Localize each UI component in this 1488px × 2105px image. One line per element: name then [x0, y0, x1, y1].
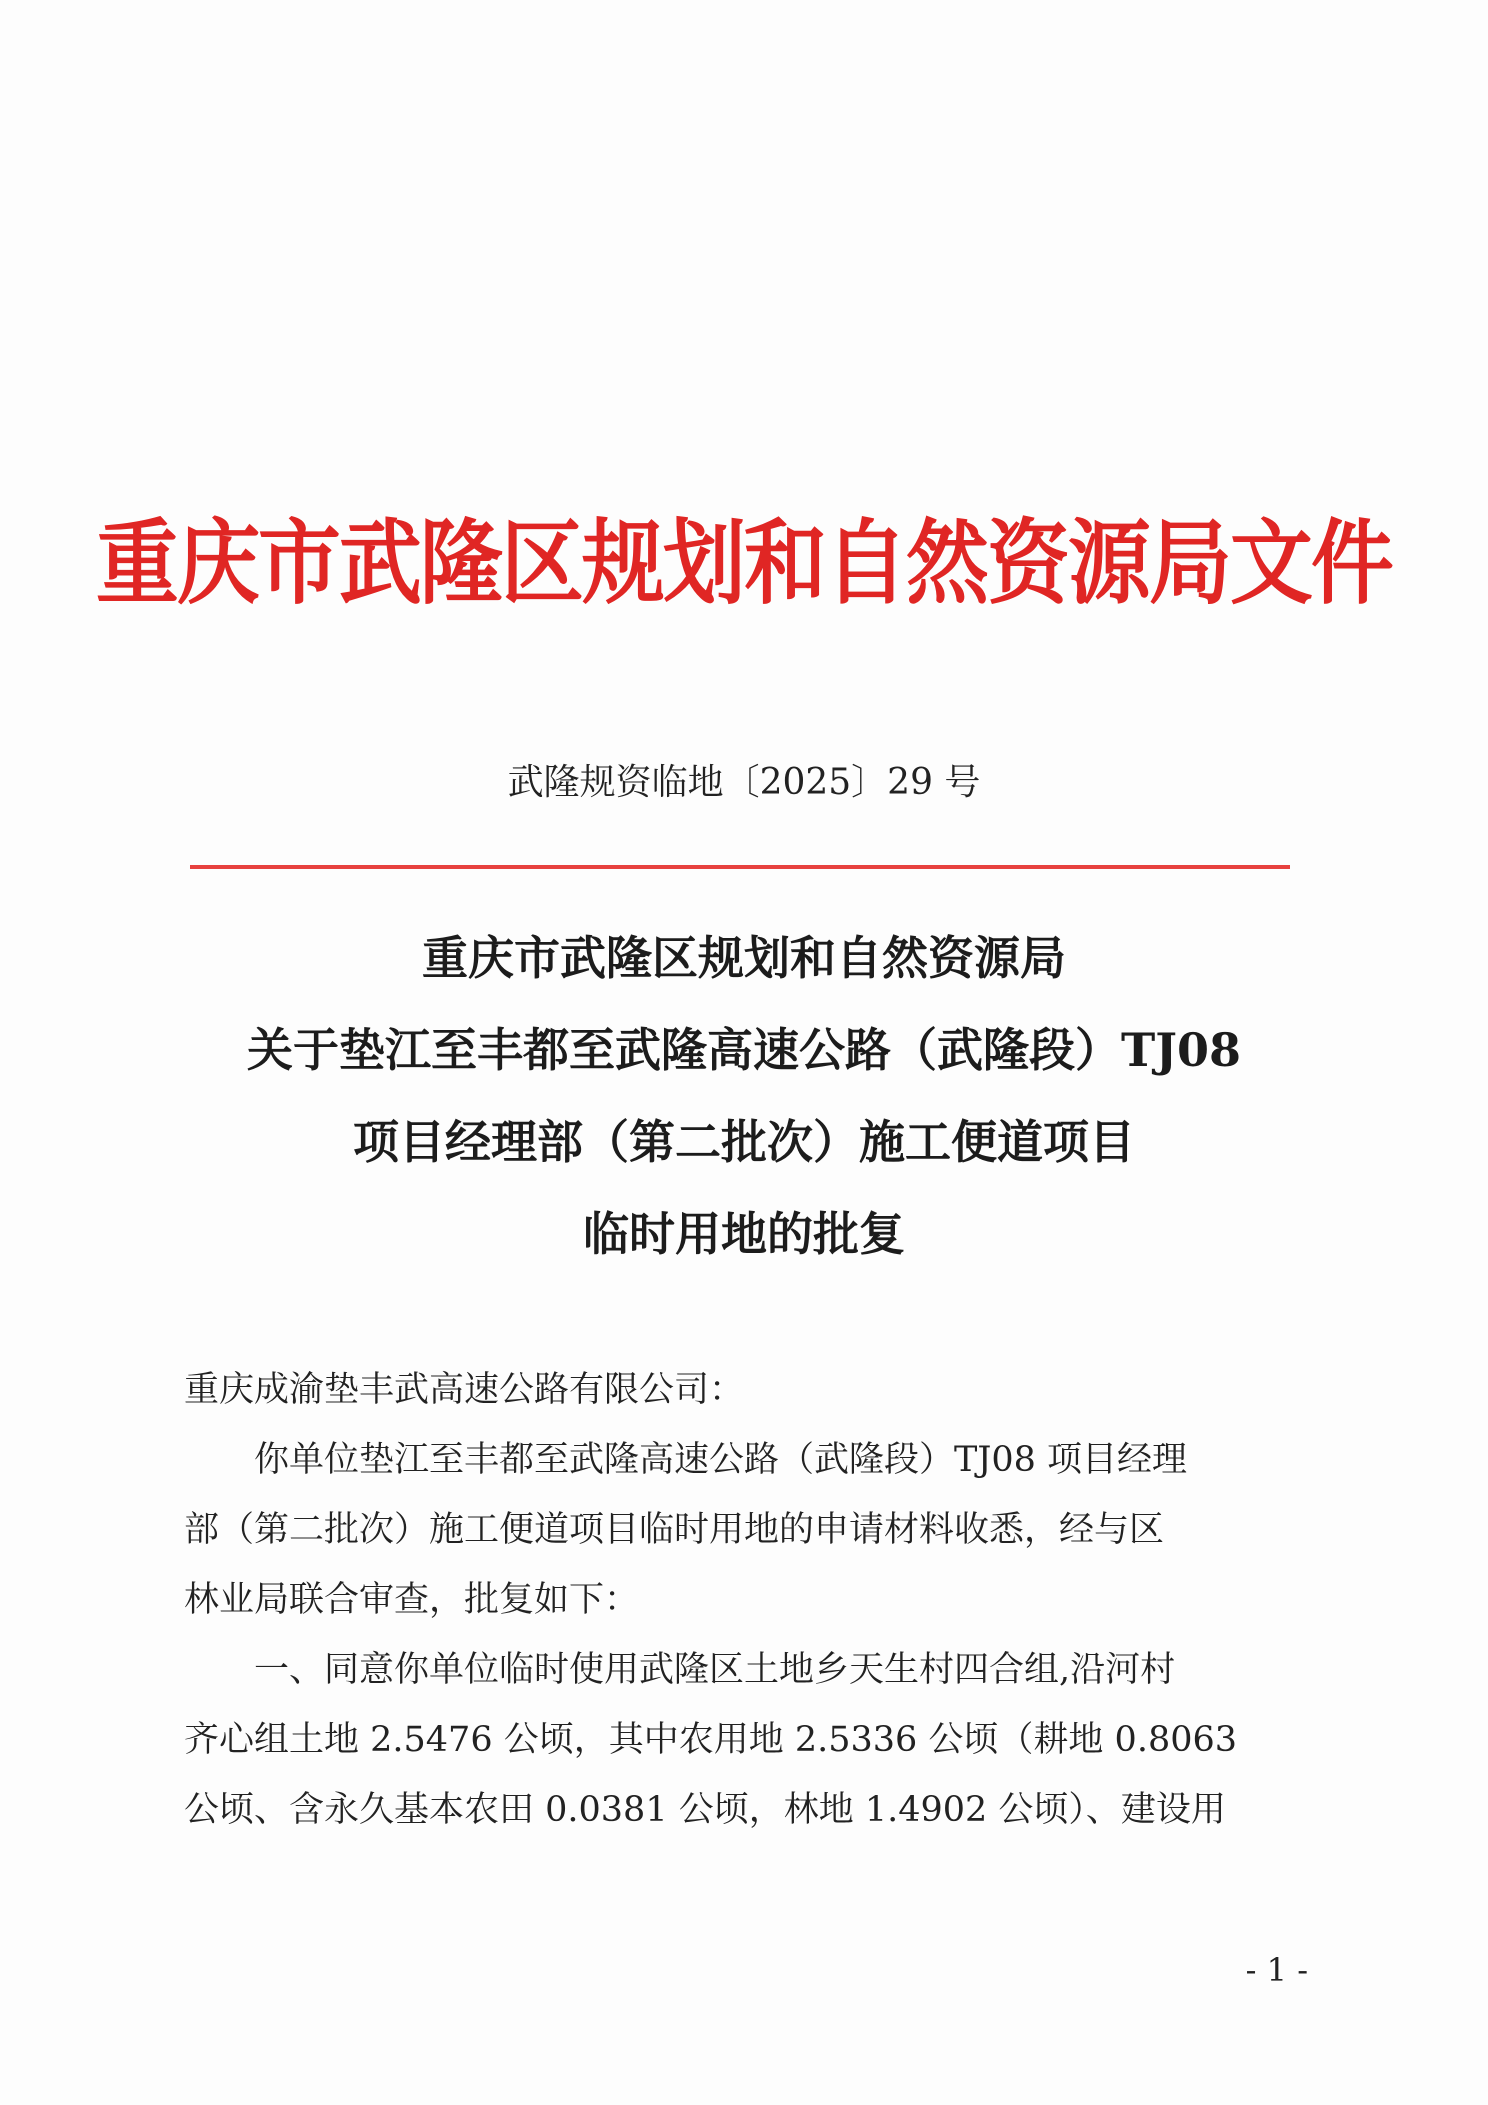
body-line-3: 林业局联合审查，批复如下： [184, 1580, 640, 1620]
document-title-line-3: 项目经理部（第二批次）施工便道项目 [353, 1115, 1135, 1169]
document-number: 武隆规资临地〔2025〕29 号 [507, 762, 981, 803]
addressee: 重庆成渝垫丰武高速公路有限公司： [184, 1370, 745, 1410]
body-line-6: 公顷、含永久基本农田 0.0381 公顷，林地 1.4902 公顷）、建设用 [184, 1790, 1226, 1830]
document-title-line-2: 关于垫江至丰都至武隆高速公路（武隆段）TJ08 [246, 1023, 1241, 1077]
body-line-2: 部（第二批次）施工便道项目临时用地的申请材料收悉，经与区 [184, 1510, 1165, 1550]
page-number: - 1 - [1245, 1951, 1308, 1989]
document-title-line-1: 重庆市武隆区规划和自然资源局 [422, 931, 1066, 985]
document-title-line-4: 临时用地的批复 [583, 1207, 905, 1261]
body-line-5: 齐心组土地 2.5476 公顷，其中农用地 2.5336 公顷（耕地 0.8063 [184, 1720, 1238, 1760]
agency-header-title: 重庆市武隆区规划和自然资源局文件 [95, 509, 1392, 617]
body-line-4: 一、同意你单位临时使用武隆区土地乡天生村四合组,沿河村 [254, 1650, 1176, 1690]
red-divider-rule [190, 865, 1290, 869]
body-line-1: 你单位垫江至丰都至武隆高速公路（武隆段）TJ08 项目经理 [254, 1440, 1188, 1480]
